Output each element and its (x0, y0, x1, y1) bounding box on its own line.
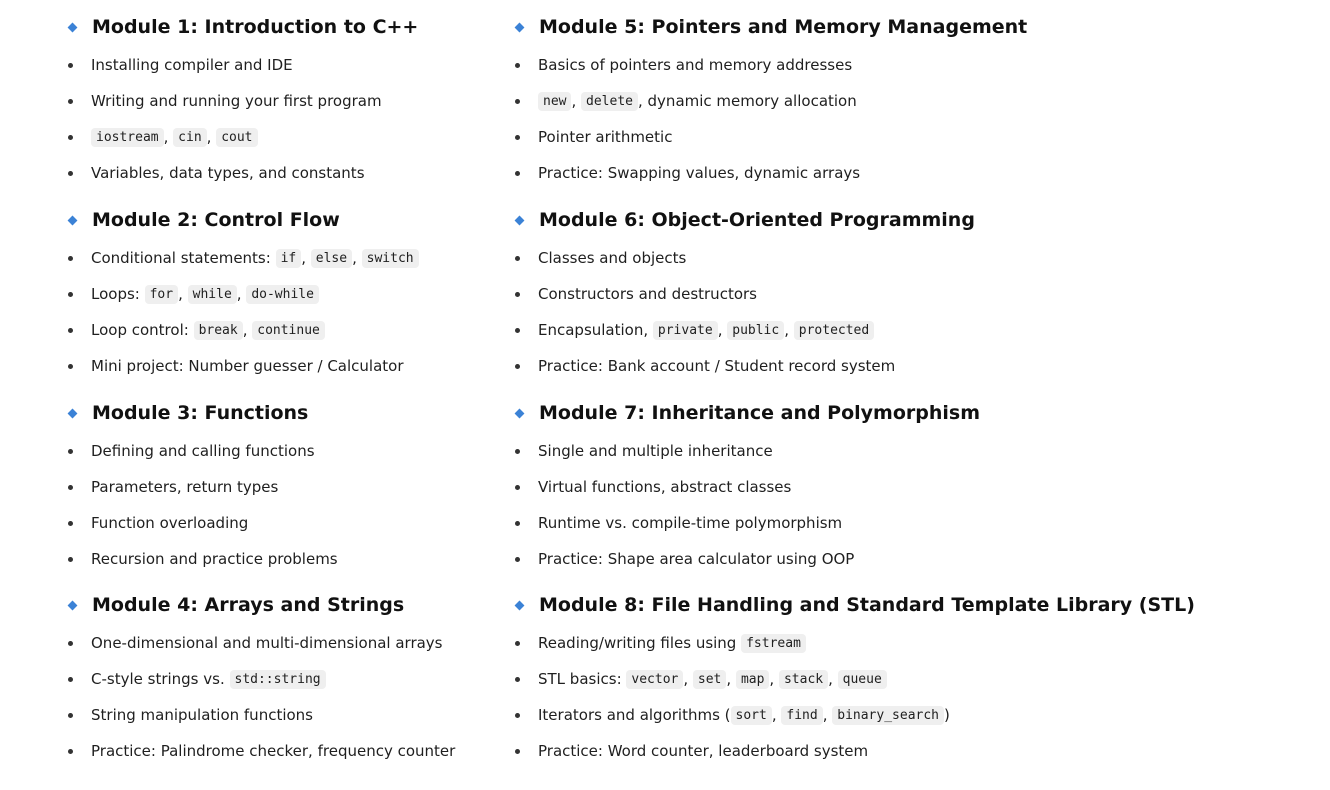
topic-text: , (571, 92, 582, 110)
inline-code: for (145, 285, 178, 304)
module-title: Module 2: Control Flow (92, 209, 340, 231)
topic-text: Function overloading (91, 514, 249, 532)
module-heading (513, 13, 1293, 41)
topic-list-item (66, 276, 496, 312)
module-section (66, 399, 496, 577)
topic-text: Basics of pointers and memory addresses (538, 56, 853, 74)
topic-list-item (513, 541, 1293, 577)
topic-text: Single and multiple inheritance (538, 442, 773, 460)
module-topic-list (513, 433, 1293, 577)
topic-list-item (66, 433, 496, 469)
topic-text: STL basics: (538, 670, 627, 688)
topic-text: Classes and objects (538, 249, 687, 267)
topic-text: , (771, 706, 782, 724)
blue-diamond-icon (68, 408, 78, 418)
topic-text: , (163, 128, 174, 146)
inline-code: new (538, 92, 571, 111)
topic-text: String manipulation functions (91, 706, 313, 724)
topic-list-item (513, 733, 1293, 769)
module-title: Module 6: Object-Oriented Programming (539, 209, 975, 231)
topic-list-item (66, 348, 496, 384)
module-title: Module 1: Introduction to C++ (92, 16, 419, 38)
inline-code: set (693, 670, 726, 689)
inline-code: sort (731, 706, 772, 725)
topic-text: Encapsulation, (538, 321, 653, 339)
module-section (66, 13, 496, 191)
topic-text: , (769, 670, 779, 688)
topic-text: , (242, 321, 253, 339)
topic-text: One-dimensional and multi-dimensional arrays (91, 634, 443, 652)
topic-list-item (513, 276, 1293, 312)
inline-code: public (727, 321, 784, 340)
module-section (513, 399, 1293, 577)
topic-text: Pointer arithmetic (538, 128, 673, 146)
topic-list-item (513, 661, 1293, 697)
blue-diamond-icon (515, 600, 525, 610)
inline-code: do-while (246, 285, 319, 304)
topic-text: Reading/writing files using (538, 634, 742, 652)
topic-text: , dynamic memory allocation (638, 92, 857, 110)
module-heading (66, 206, 496, 234)
topic-list-item (513, 433, 1293, 469)
module-title: Module 3: Functions (92, 402, 309, 424)
blue-diamond-icon (515, 408, 525, 418)
topic-list-item (513, 83, 1293, 119)
topic-list-item (66, 469, 496, 505)
topic-list-item (513, 697, 1293, 733)
topic-list-item (66, 733, 496, 769)
module-section (513, 591, 1293, 769)
blue-diamond-icon (515, 215, 525, 225)
inline-code: binary_search (832, 706, 944, 725)
inline-code: fstream (741, 634, 806, 653)
topic-list-item (513, 469, 1293, 505)
module-heading (513, 399, 1293, 427)
topic-text: Loops: (91, 285, 145, 303)
topic-text: Practice: Shape area calculator using OOP (538, 550, 855, 568)
topic-text: Constructors and destructors (538, 285, 757, 303)
module-topic-list (66, 433, 496, 577)
inline-code: map (736, 670, 769, 689)
module-title: Module 8: File Handling and Standard Template Library (STL) (539, 594, 1195, 616)
inline-code: protected (794, 321, 874, 340)
module-topic-list (513, 47, 1293, 191)
topic-list-item (513, 47, 1293, 83)
blue-diamond-icon (68, 22, 78, 32)
topic-list-item (66, 661, 496, 697)
inline-code: stack (779, 670, 828, 689)
topic-list-item (66, 312, 496, 348)
inline-code: cout (216, 128, 257, 147)
topic-text: , (784, 321, 794, 339)
topic-text: Parameters, return types (91, 478, 279, 496)
topic-list-item (513, 348, 1293, 384)
inline-code: private (653, 321, 718, 340)
topic-text: Installing compiler and IDE (91, 56, 293, 74)
topic-text: , (206, 128, 217, 146)
topic-text: Virtual functions, abstract classes (538, 478, 792, 496)
topic-list-item (66, 119, 496, 155)
topic-text: , (717, 321, 728, 339)
topic-list-item (513, 505, 1293, 541)
inline-code: iostream (91, 128, 164, 147)
module-heading (66, 591, 496, 619)
topic-text: Practice: Bank account / Student record system (538, 357, 896, 375)
inline-code: switch (362, 249, 419, 268)
inline-code: if (276, 249, 302, 268)
module-title: Module 5: Pointers and Memory Management (539, 16, 1028, 38)
module-heading (513, 591, 1293, 619)
topic-text: , (236, 285, 247, 303)
topic-text: Writing and running your first program (91, 92, 382, 110)
inline-code: while (188, 285, 237, 304)
module-section (66, 206, 496, 384)
topic-text: Conditional statements: (91, 249, 276, 267)
topic-list-item (66, 240, 496, 276)
topic-text: ) (944, 706, 950, 724)
topic-list-item (66, 155, 496, 191)
topic-text: Recursion and practice problems (91, 550, 338, 568)
topic-list-item (66, 505, 496, 541)
topic-list-item (513, 312, 1293, 348)
topic-text: , (352, 249, 362, 267)
topic-text: Practice: Word counter, leaderboard system (538, 742, 869, 760)
topic-text: Mini project: Number guesser / Calculator (91, 357, 404, 375)
module-heading (66, 399, 496, 427)
module-section (513, 13, 1293, 191)
topic-text: C-style strings vs. (91, 670, 230, 688)
topic-text: Runtime vs. compile-time polymorphism (538, 514, 843, 532)
topic-list-item (66, 697, 496, 733)
blue-diamond-icon (68, 215, 78, 225)
module-topic-list (66, 47, 496, 191)
topic-list-item (66, 47, 496, 83)
topic-list-item (513, 625, 1293, 661)
topic-list-item (66, 83, 496, 119)
topic-text: , (822, 706, 833, 724)
blue-diamond-icon (68, 600, 78, 610)
topic-text: , (726, 670, 736, 688)
inline-code: break (194, 321, 243, 340)
topic-text: Variables, data types, and constants (91, 164, 365, 182)
inline-code: queue (838, 670, 887, 689)
inline-code: find (781, 706, 822, 725)
module-topic-list (66, 625, 496, 769)
topic-text: , (178, 285, 188, 303)
module-heading (513, 206, 1293, 234)
module-topic-list (66, 240, 496, 384)
inline-code: else (311, 249, 352, 268)
module-section (513, 206, 1293, 384)
topic-text: , (301, 249, 311, 267)
inline-code: delete (581, 92, 638, 111)
topic-text: Practice: Palindrome checker, frequency counter (91, 742, 456, 760)
blue-diamond-icon (515, 22, 525, 32)
module-topic-list (513, 240, 1293, 384)
module-heading (66, 13, 496, 41)
topic-list-item (66, 541, 496, 577)
topic-text: , (828, 670, 838, 688)
module-section (66, 591, 496, 769)
module-title: Module 7: Inheritance and Polymorphism (539, 402, 981, 424)
topic-list-item (66, 625, 496, 661)
module-title: Module 4: Arrays and Strings (92, 594, 405, 616)
inline-code: continue (252, 321, 325, 340)
topic-text: Loop control: (91, 321, 194, 339)
topic-list-item (513, 240, 1293, 276)
inline-code: std::string (230, 670, 326, 689)
inline-code: cin (173, 128, 206, 147)
topic-text: Iterators and algorithms ( (538, 706, 731, 724)
module-topic-list (513, 625, 1293, 769)
topic-list-item (513, 119, 1293, 155)
inline-code: vector (626, 670, 683, 689)
topic-list-item (513, 155, 1293, 191)
topic-text: , (683, 670, 693, 688)
topic-text: Practice: Swapping values, dynamic arrays (538, 164, 861, 182)
topic-text: Defining and calling functions (91, 442, 315, 460)
